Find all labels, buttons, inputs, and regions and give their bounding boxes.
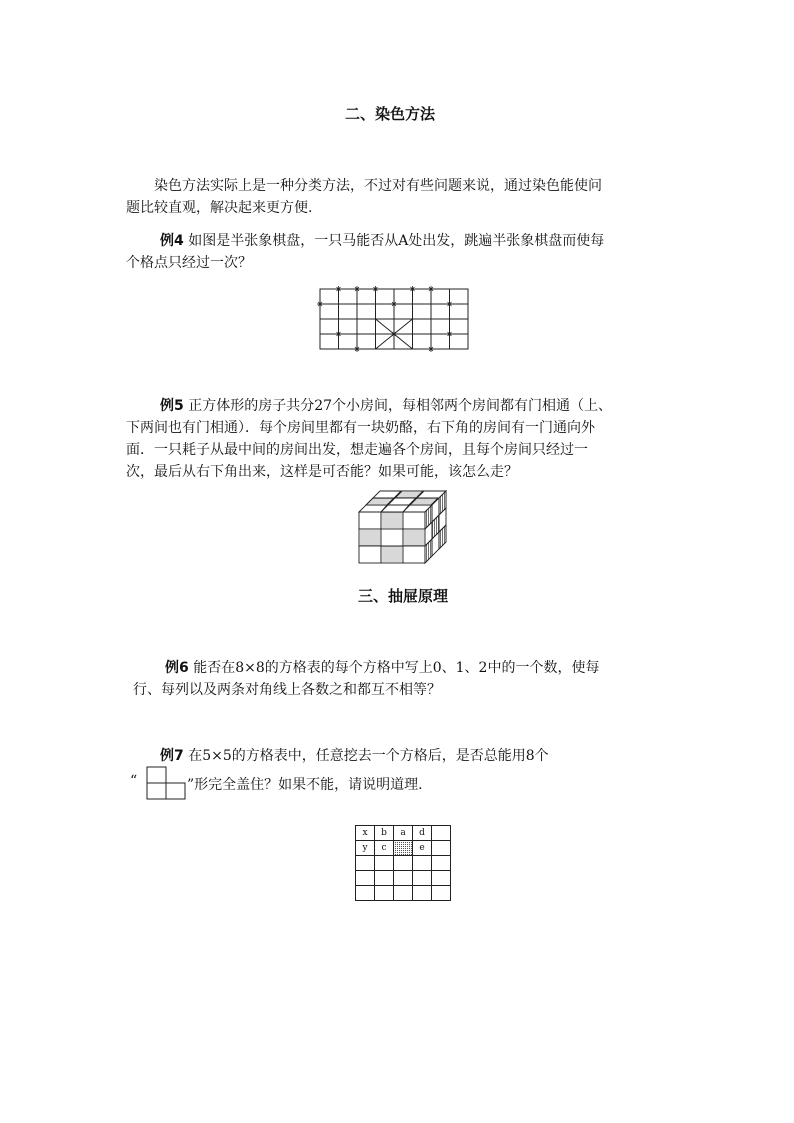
- example-5-cont: [126, 417, 595, 483]
- removed-cell: [394, 841, 413, 856]
- grid-cell: a: [394, 826, 413, 841]
- grid-cell: [356, 871, 375, 886]
- grid-cell: y: [356, 841, 375, 856]
- grid-cell: d: [413, 826, 432, 841]
- chessboard-grid: [320, 289, 468, 349]
- example-7-line-2: ”形完全盖住？如果不能，请说明道理.: [187, 777, 423, 793]
- grid-cell: [356, 886, 375, 901]
- grid-cell: [394, 886, 413, 901]
- example-6-line-1: 能否在8×8的方格表的每个方格中写上0、1、2中的一个数，使每: [188, 660, 600, 676]
- grid-cell: [394, 856, 413, 871]
- grid-cell: [432, 841, 451, 856]
- l-tromino-icon: [146, 766, 188, 800]
- grid-row: [356, 871, 451, 886]
- grid-cell: [413, 856, 432, 871]
- grid-row: [356, 841, 451, 856]
- grid-cell: [394, 871, 413, 886]
- grid-cell: x: [356, 826, 375, 841]
- example-4-line-1: 如图是半张象棋盘，一只马能否从A处出发，跳遍半张象棋盘而使每: [183, 233, 605, 249]
- example-4-label: 例4: [160, 233, 184, 249]
- grid-cell: [375, 871, 394, 886]
- example-6-cont: [133, 679, 441, 701]
- intro-line-2: 题比较直观，解决起来更方便.: [126, 200, 313, 216]
- example-5-line-3: 面．一只耗子从最中间的房间出发，想走遍各个房间，且每个房间只经过一: [126, 442, 588, 458]
- example-5-line-4: 次，最后从右下角出来，这样是可否能？如果可能，该怎么走？: [126, 464, 518, 480]
- grid-cell: [432, 856, 451, 871]
- grid-row: [356, 826, 451, 841]
- grid-row: [356, 886, 451, 901]
- grid-row: [356, 856, 451, 871]
- section-title-coloring: 二、染色方法: [345, 105, 436, 123]
- example-7: [160, 745, 549, 767]
- grid-cell: [432, 826, 451, 841]
- grid-cell: [356, 856, 375, 871]
- example-7-label: 例7: [160, 748, 184, 764]
- example-6-line-2: 行、每列以及两条对角线上各数之和都互不相等？: [133, 682, 441, 698]
- grid-cell: [375, 886, 394, 901]
- grid-cell: c: [375, 841, 394, 856]
- example-4-line-2: 个格点只经过一次？: [126, 255, 252, 271]
- example-5: [160, 395, 612, 417]
- grid-cell: b: [375, 826, 394, 841]
- grid-cell: [432, 871, 451, 886]
- grid-cell: e: [413, 841, 432, 856]
- example-5-label: 例5: [160, 398, 184, 414]
- grid-cell: [413, 871, 432, 886]
- cube-figure: [358, 490, 448, 566]
- grid-cell: [432, 886, 451, 901]
- grid-cell: [413, 886, 432, 901]
- example-4-cont: [126, 252, 252, 274]
- intro-paragraph-cont: [126, 197, 312, 219]
- intro-paragraph: [154, 175, 714, 197]
- five-by-five-grid: [355, 825, 451, 901]
- half-chessboard-figure: [319, 288, 471, 352]
- example-5-line-1: 正方体形的房子共分27个小房间，每相邻两个房间都有门相通（上、: [183, 398, 613, 414]
- example-6-label: 例6: [165, 660, 189, 676]
- example-4: [160, 230, 604, 252]
- grid-cell: [375, 856, 394, 871]
- example-5-line-2: 下两间也有门相通）．每个房间里都有一块奶酪，右下角的房间有一门通向外: [126, 420, 595, 436]
- intro-line-1: 染色方法实际上是一种分类方法，不过对有些问题来说，通过染色能使问: [154, 178, 602, 194]
- example-6: [165, 657, 599, 679]
- example-7-cont: [187, 774, 423, 796]
- section-title-pigeonhole: 三、抽屉原理: [358, 587, 449, 605]
- example-7-line-1: 在5×5的方格表中，任意挖去一个方格后，是否总能用8个: [183, 748, 549, 764]
- example-7-quote-open: “: [130, 773, 138, 789]
